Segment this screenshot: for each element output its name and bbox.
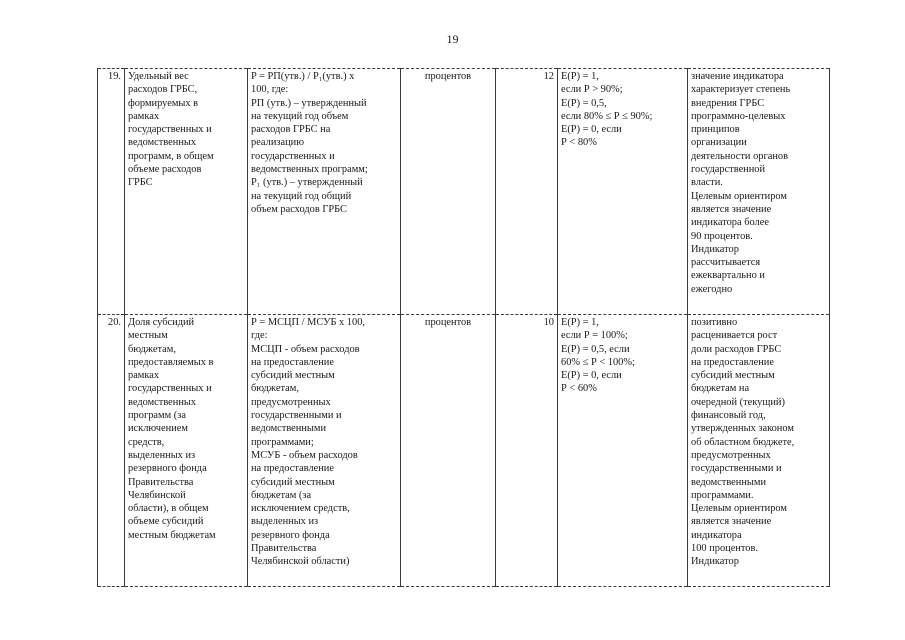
formula-line: МСЦП - объем расходов <box>251 343 360 355</box>
comment-line: программно-целевых <box>691 110 786 122</box>
formula-line: P = РП(утв.) / Р₁(утв.) х <box>251 71 355 82</box>
formula-cell <box>248 315 401 587</box>
comment-line: государственной <box>691 164 766 176</box>
comment-line: власти. <box>691 177 723 189</box>
unit-text: процентов <box>424 317 472 328</box>
formula-line: Челябинской области) <box>251 556 350 568</box>
formula-cell <box>248 69 401 315</box>
indicator-name-line: Правительства <box>128 476 194 488</box>
indicator-name-line: программ, в общем <box>128 150 214 162</box>
comment-line: рассчитывается <box>691 257 761 269</box>
formula-line: на текущий год общий <box>251 190 352 202</box>
comment-line: организации <box>691 137 747 149</box>
comment-line: 100 процентов. <box>691 543 758 555</box>
comment-line: Целевым ориентиром <box>691 190 787 202</box>
unit-cell <box>401 69 496 315</box>
comment-line: Индикатор <box>691 243 739 255</box>
indicator-name-line: области), в общем <box>128 503 209 515</box>
evaluation-line: Е(Р) = 0,5, если <box>561 343 630 355</box>
comment-cell <box>688 69 830 315</box>
evaluation-cell <box>558 69 688 315</box>
row-number-cell <box>98 69 125 315</box>
comment-line: ведомственными <box>691 476 767 488</box>
formula-line: исключением средств, <box>251 503 350 515</box>
formula-line: бюджетам, <box>251 383 299 395</box>
indicator-name-line: расходов ГРБС, <box>128 84 198 96</box>
comment-line: деятельности органов <box>691 150 789 162</box>
formula-line: расходов ГРБС на <box>251 124 331 136</box>
indicator-name-line: объеме расходов <box>128 164 202 176</box>
comment-line: субсидий местным <box>691 370 775 382</box>
comment-line: принципов <box>691 124 740 136</box>
evaluation-line: если Р = 100%; <box>561 330 628 342</box>
formula-line: предусмотренных <box>251 396 331 408</box>
indicator-name-line: выделенных из <box>128 449 196 461</box>
formula-line: на предоставление <box>251 356 334 368</box>
indicator-name-line: ГРБС <box>128 177 153 189</box>
formula-line: бюджетам (за <box>251 489 312 501</box>
indicator-name-line: средств, <box>128 436 165 448</box>
indicator-name-line: предоставляемых в <box>128 356 214 368</box>
comment-line: расценивается рост <box>691 330 778 342</box>
comment-line: характеризует степень <box>691 84 791 96</box>
evaluation-line: Е(Р) = 0, если <box>561 370 622 382</box>
formula-line: программами; <box>251 436 314 448</box>
indicator-name-line: программ (за <box>128 410 186 422</box>
row-number: 20. <box>108 317 121 328</box>
comment-line: на предоставление <box>691 356 774 368</box>
comment-line: внедрения ГРБС <box>691 97 765 109</box>
comment-line: финансовый год, <box>691 410 766 422</box>
formula-line: Р = МСЦП / МСУБ х 100, <box>251 317 366 328</box>
row-number-cell <box>98 315 125 587</box>
formula-line: на текущий год объем <box>251 110 349 122</box>
formula-line: МСУБ - объем расходов <box>251 449 358 461</box>
indicator-name-line: ведомственных <box>128 396 197 408</box>
formula-line: объем расходов ГРБС <box>251 203 347 215</box>
indicator-name-line: государственных и <box>128 124 212 136</box>
indicator-name-line: Удельный вес <box>128 71 189 82</box>
comment-line: доли расходов ГРБС <box>691 343 782 355</box>
weight-value: 10 <box>543 317 554 328</box>
indicator-name-line: исключением <box>128 423 188 435</box>
indicator-name-line: рамках <box>128 370 160 382</box>
weight-cell <box>496 69 558 315</box>
evaluation-line: Р < 80% <box>561 137 597 149</box>
comment-line: индикатора более <box>691 217 769 229</box>
comment-line: является значение <box>691 203 772 215</box>
evaluation-line: Е(Р) = 1, <box>561 71 599 82</box>
comment-line: ежеквартально и <box>691 270 765 282</box>
comment-line: позитивно <box>691 317 738 328</box>
comment-line: очередной (текущий) <box>691 396 785 408</box>
weight-value: 12 <box>543 71 554 82</box>
comment-line: Индикатор <box>691 556 739 568</box>
indicator-name-line: резервного фонда <box>128 463 207 475</box>
comment-line: программами. <box>691 489 754 501</box>
indicator-name-line: формируемых в <box>128 97 199 109</box>
evaluation-line: Е(Р) = 0, если <box>561 124 622 136</box>
evaluation-line: Р < 60% <box>561 383 597 395</box>
formula-line: выделенных из <box>251 516 319 528</box>
formula-line: резервного фонда <box>251 529 330 541</box>
evaluation-line: если Р > 90%; <box>561 84 623 96</box>
table-row <box>98 315 830 587</box>
comment-line: 90 процентов. <box>691 230 753 242</box>
formula-line: РП (утв.) – утвержденный <box>251 97 367 109</box>
formula-line: где: <box>251 330 268 342</box>
unit-cell <box>401 315 496 587</box>
indicator-name-line: государственных и <box>128 383 212 395</box>
formula-line: Р₁ (утв.) – утвержденный <box>251 177 363 189</box>
comment-line: утвержденных законом <box>691 423 794 435</box>
formula-line: ведомственными <box>251 423 327 435</box>
weight-cell <box>496 315 558 587</box>
evaluation-line: Е(Р) = 0,5, <box>561 97 607 109</box>
indicator-name-line: рамках <box>128 110 160 122</box>
formula-line: реализацию <box>251 137 304 149</box>
comment-line: ежегодно <box>691 283 733 295</box>
formula-line: субсидий местным <box>251 476 335 488</box>
formula-line: ведомственных программ; <box>251 164 368 176</box>
comment-line: Целевым ориентиром <box>691 503 787 515</box>
formula-line: государственными и <box>251 410 342 422</box>
comment-line: индикатора <box>691 529 742 541</box>
formula-line: 100, где: <box>251 84 289 96</box>
indicators-table <box>97 68 830 587</box>
formula-line: государственных и <box>251 150 335 162</box>
evaluation-line: если 80% ≤ Р ≤ 90%; <box>561 110 653 122</box>
indicator-name-line: местным бюджетам <box>128 529 216 541</box>
evaluation-line: Е(Р) = 1, <box>561 317 599 328</box>
comment-line: бюджетам на <box>691 383 750 395</box>
comment-line: значение индикатора <box>691 71 784 82</box>
formula-line: Правительства <box>251 543 317 555</box>
table-row <box>98 69 830 315</box>
unit-text: процентов <box>424 71 472 82</box>
comment-line: предусмотренных <box>691 449 771 461</box>
evaluation-line: 60% ≤ Р < 100%; <box>561 356 635 368</box>
formula-line: на предоставление <box>251 463 334 475</box>
comment-line: об областном бюджете, <box>691 436 795 448</box>
indicator-name-line: объеме субсидий <box>128 516 204 528</box>
indicator-name-cell <box>125 315 248 587</box>
evaluation-cell <box>558 315 688 587</box>
indicator-name-line: Доля субсидий <box>128 317 195 328</box>
comment-cell <box>688 315 830 587</box>
indicator-name-line: Челябинской <box>128 489 186 501</box>
indicator-name-line: бюджетам, <box>128 343 176 355</box>
comment-line: государственными и <box>691 463 782 475</box>
page-number: 19 <box>446 32 459 46</box>
row-number: 19. <box>108 71 121 82</box>
indicator-name-cell <box>125 69 248 315</box>
indicator-name-line: местным <box>128 330 168 342</box>
indicator-name-line: ведомственных <box>128 137 197 149</box>
comment-line: является значение <box>691 516 772 528</box>
formula-line: субсидий местным <box>251 370 335 382</box>
